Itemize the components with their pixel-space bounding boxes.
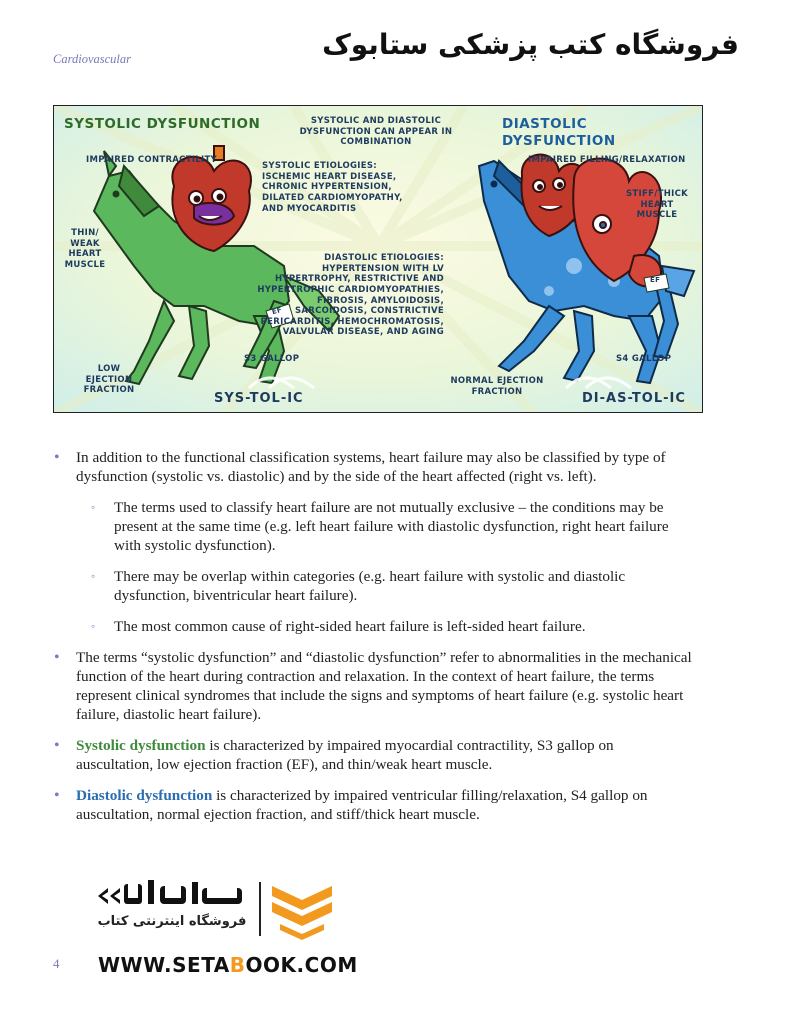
combination-note: SYSTOLIC AND DIASTOLIC DYSFUNCTION CAN APPEAR IN COMBINATION [299, 116, 453, 148]
sub-bullet-common-cause: ◦ The most common cause of right-sided heart failure is left-sided heart failure. [54, 617, 694, 636]
bullet-classification: • In addition to the functional classification systems, heart failure may also be classified by type of dysfunction (systolic vs. diastolic) and by the side of the heart affected (right vs. left). [54, 448, 694, 486]
diastolic-dysfunction-title: DIASTOLIC DYSFUNCTION [502, 116, 616, 149]
impaired-contractility-label: IMPAIRED CONTRACTILITY [86, 155, 218, 165]
low-ef-label: LOW EJECTION FRACTION [83, 364, 135, 396]
sys-tol-ic-label: SYS-TOL-IC [214, 391, 304, 406]
diastolic-term: Diastolic dysfunction [76, 787, 213, 804]
url-part-2: OOK.COM [245, 953, 358, 977]
logo-tagline: فروشگاه اینترنتی کتاب [97, 914, 247, 929]
url-accent-letter: B [229, 953, 246, 977]
setabook-logo-mark [92, 878, 342, 948]
diastolic-description: is characterized by impaired ventricular filling/relaxation, S4 gallop on auscultation, normal ejection fraction, and stiff/thick heart muscle. [76, 787, 648, 823]
systolic-diastolic-illustration [53, 105, 703, 413]
diastolic-etiologies: DIASTOLIC ETIOLOGIES: HYPERTENSION WITH LV HYPERTROPHY, RESTRICTIVE AND HYPERTROPHIC CARDIOMYOPATHIES, FIBROSIS, AMYLOIDOSIS, SARCOIDOSIS, CONSTRICTIVE PERICARDITIS, HEMOCHROMATOSIS, VALVULAR DISEASE, AND AGING [257, 253, 444, 338]
normal-ef-label: NORMAL EJECTION FRACTION [450, 376, 544, 397]
impaired-filling-label: IMPAIRED FILLING/RELAXATION [528, 155, 686, 165]
bullet-systolic [54, 736, 694, 774]
systolic-description: is characterized by impaired myocardial contractility, S3 gallop on auscultation, low ejection fraction (EF), and thin/weak heart muscle. [76, 737, 614, 773]
body-text [54, 448, 694, 836]
page-number: 4 [53, 956, 60, 971]
di-as-tol-ic-label: DI-AS-TOL-IC [582, 391, 686, 406]
systolic-term: Systolic dysfunction [76, 737, 206, 754]
s4-gallop-label: S4 GALLOP [616, 354, 672, 364]
website-url [98, 953, 358, 977]
ef-tag-left-text: EF [271, 305, 283, 317]
thin-weak-muscle-label: THIN/ WEAK HEART MUSCLE [64, 228, 106, 270]
s3-gallop-label: S3 GALLOP [244, 354, 300, 364]
running-head: Cardiovascular [53, 52, 132, 66]
systolic-etiologies: SYSTOLIC ETIOLOGIES: ISCHEMIC HEART DISEASE, CHRONIC HYPERTENSION, DILATED CARDIOMYOPATHY, AND MYOCARDITIS [262, 161, 403, 214]
bullet-diastolic [54, 786, 694, 824]
ef-tag-right-text: EF [650, 276, 661, 284]
store-banner: فروشگاه کتب پزشکی ستابوک [322, 28, 739, 61]
sub-bullet-not-exclusive: ◦ The terms used to classify heart failure are not mutually exclusive – the conditions may be present at the same time (e.g. left heart failure with diastolic dysfunction, right heart failure with systolic dysfunction). [54, 498, 694, 555]
sub-bullet-overlap: ◦ There may be overlap within categories (e.g. heart failure with systolic and diastolic dysfunction, biventricular heart failure). [54, 567, 694, 605]
systolic-dysfunction-title: SYSTOLIC DYSFUNCTION [64, 116, 261, 132]
bullet-terms-definition: • The terms “systolic dysfunction” and “diastolic dysfunction” refer to abnormalities in the mechanical function of the heart during contraction and relaxation. In the context of heart failure, the terms represent clinical syndromes that include the signs and symptoms of heart failure (e.g. systolic heart failure, diastolic heart failure). [54, 648, 694, 724]
stiff-thick-muscle-label: STIFF/THICK HEART MUSCLE [626, 189, 688, 221]
url-part-1: WWW.SETA [98, 953, 230, 977]
setabook-logo [92, 878, 342, 948]
